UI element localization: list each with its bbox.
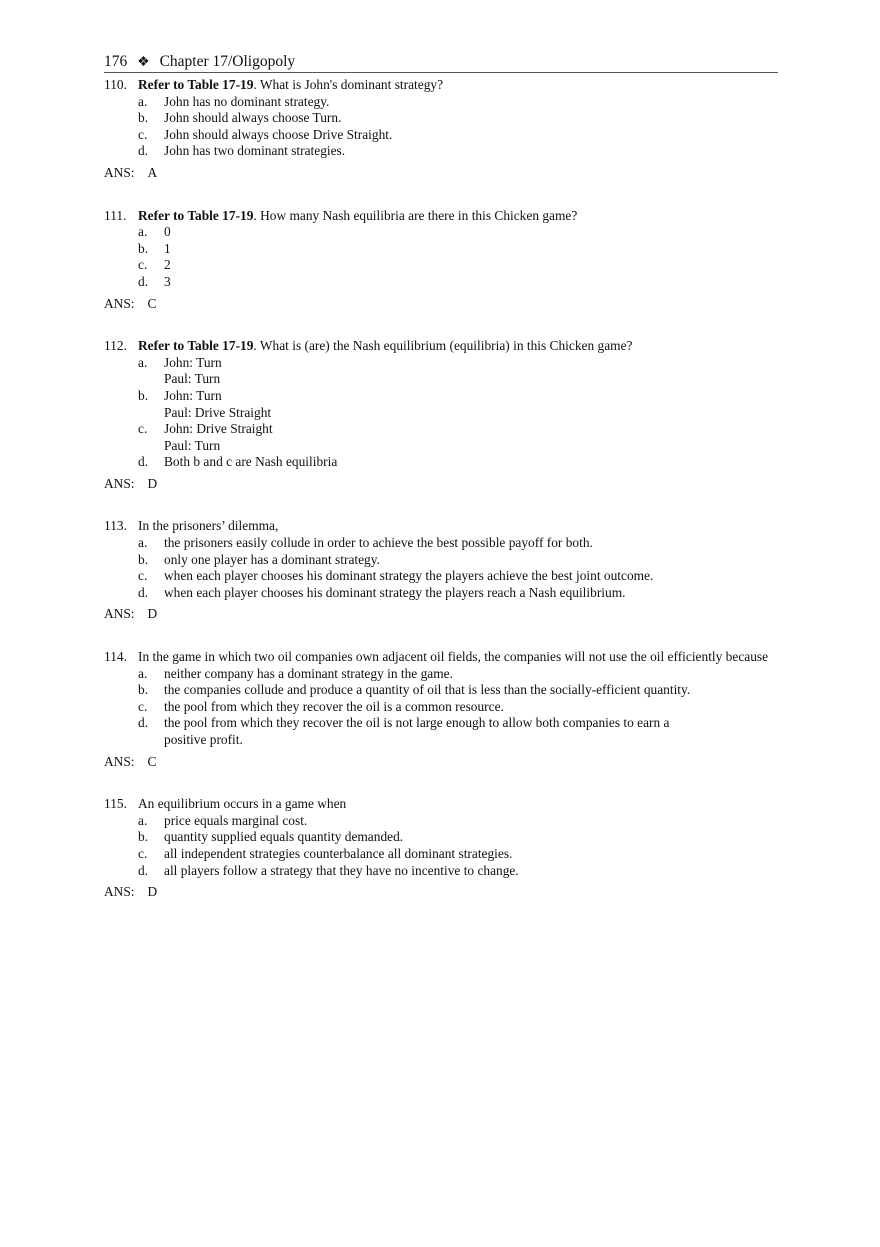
option-b: b. only one player has a dominant strategy. <box>138 551 380 567</box>
option-c: c. all independent strategies counterbalance all dominant strategies. <box>138 845 513 861</box>
answer-line: ANS: A <box>104 164 158 180</box>
answer-value: D <box>147 606 158 622</box>
option-d: d. John has two dominant strategies. <box>138 143 346 159</box>
chapter-title: Chapter 17/Oligopoly <box>159 53 296 70</box>
option-a: a. 0 <box>138 224 171 240</box>
option-b: b. 1 <box>138 240 171 256</box>
question-stem <box>104 796 778 813</box>
option-c: c. when each player chooses his dominant strategy the players achieve the best joint outcome. <box>138 568 654 584</box>
question-number: 112. <box>104 338 127 354</box>
option-a: a. John: Turn Paul: Turn <box>138 354 222 387</box>
question-stem <box>104 208 778 225</box>
answer-value: D <box>147 884 158 900</box>
option-b: b. John should always choose Turn. <box>138 110 342 126</box>
question-stem <box>104 518 778 535</box>
answer-value: C <box>147 753 157 769</box>
option-c: c. John: Drive Straight Paul: Turn <box>138 421 273 453</box>
question-112 <box>104 338 778 492</box>
question-text: . What is (are) the Nash equilibrium (equilibria) in this Chicken game? <box>253 338 633 354</box>
question-number: 113. <box>104 518 127 534</box>
option-c: c. the pool from which they recover the oil is a common resource. <box>138 698 504 714</box>
answer-value: A <box>147 164 158 180</box>
option-b: b. quantity supplied equals quantity demanded. <box>138 829 404 845</box>
question-110 <box>104 77 778 182</box>
answer-line: ANS: C <box>104 295 157 311</box>
option-b: b. the companies collude and produce a quantity of oil that is less than the socially-efficient quantity. <box>138 682 691 698</box>
question-stem <box>104 649 778 666</box>
option-a: a. John has no dominant strategy. <box>138 93 330 109</box>
question-number: 115. <box>104 796 127 812</box>
question-text: In the game in which two oil companies own adjacent oil fields, the companies will not use the oil efficiently because <box>138 649 769 665</box>
question-number: 110. <box>104 77 127 92</box>
option-d: d. Both b and c are Nash equilibria <box>138 454 338 470</box>
table-reference: Refer to Table 17-19 <box>138 77 254 92</box>
table-reference: Refer to Table 17-19 <box>138 338 254 354</box>
option-d: d. when each player chooses his dominant strategy the players reach a Nash equilibrium. <box>138 584 626 600</box>
question-text: . How many Nash equilibria are there in this Chicken game? <box>253 207 578 223</box>
page-number: 176 <box>104 53 128 70</box>
diamond-separator-icon: ❖ <box>137 55 150 70</box>
question-stem <box>104 338 778 355</box>
answer-line: ANS: D <box>104 606 158 622</box>
question-115 <box>104 796 778 901</box>
option-a: a. the prisoners easily collude in order to achieve the best possible payoff for both. <box>138 535 593 551</box>
question-text: . What is John's dominant strategy? <box>253 77 444 92</box>
page-header <box>104 52 778 73</box>
question-number: 111. <box>104 207 127 223</box>
question-stem <box>104 77 778 94</box>
document-page <box>104 52 778 901</box>
answer-line: ANS: D <box>104 884 158 900</box>
table-reference: Refer to Table 17-19 <box>138 207 254 223</box>
answer-value: D <box>147 475 158 491</box>
option-b: b. John: Turn Paul: Drive Straight <box>138 387 272 420</box>
question-111 <box>104 208 778 313</box>
question-text: In the prisoners’ dilemma, <box>138 518 279 534</box>
option-d: d. the pool from which they recover the oil is not large enough to allow both companies to earn a positive profit. <box>138 715 670 747</box>
answer-line: ANS: C <box>104 753 157 769</box>
answer-line: ANS: D <box>104 475 158 491</box>
option-a: a. price equals marginal cost. <box>138 812 308 828</box>
question-number: 114. <box>104 649 127 665</box>
option-a: a. neither company has a dominant strategy in the game. <box>138 665 453 681</box>
option-c: c. John should always choose Drive Straight. <box>138 126 393 142</box>
question-text: An equilibrium occurs in a game when <box>138 796 347 812</box>
option-c: c. 2 <box>138 257 171 273</box>
option-d: d. all players follow a strategy that they have no incentive to change. <box>138 862 519 878</box>
answer-value: C <box>147 295 157 311</box>
option-d: d. 3 <box>138 273 171 289</box>
question-114 <box>104 649 778 770</box>
question-113 <box>104 518 778 623</box>
